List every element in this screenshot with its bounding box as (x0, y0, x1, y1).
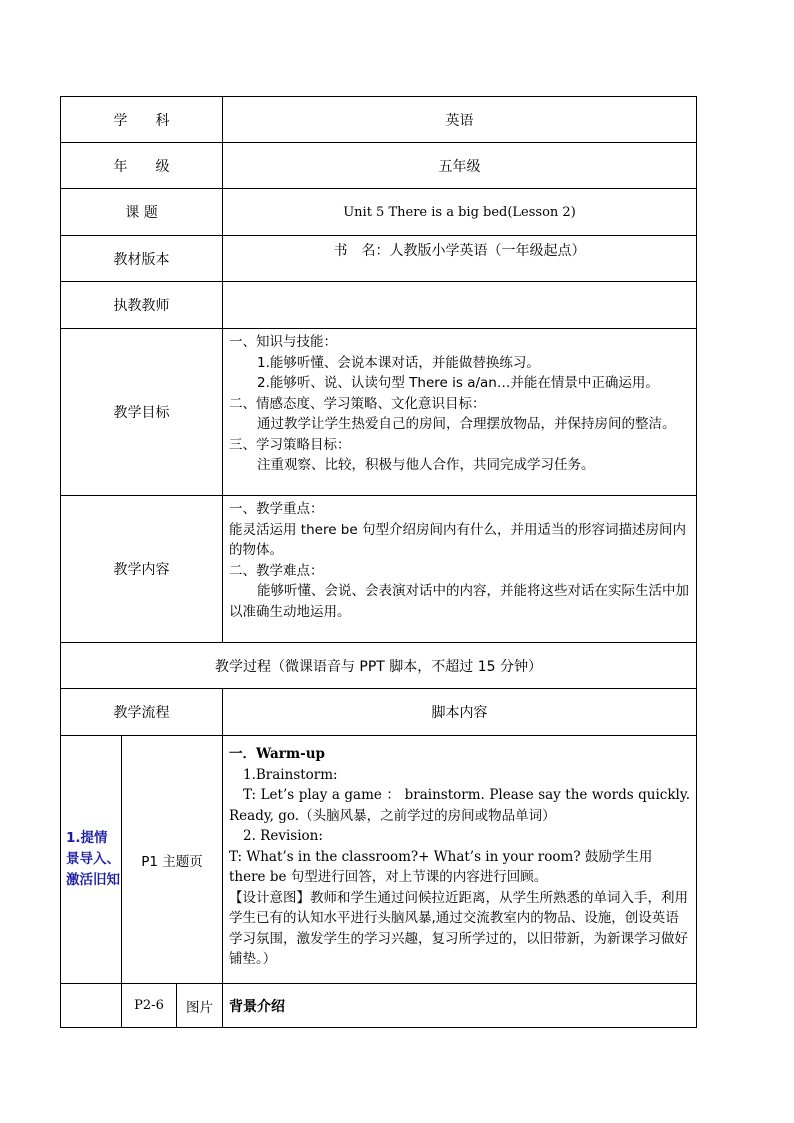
flow-column-header: 教学流程 (61, 689, 223, 736)
stage1-script (223, 736, 697, 984)
topic-value: Unit 5 There is a big bed(Lesson 2) (223, 189, 697, 236)
topic-row (61, 189, 697, 236)
script-column-header: 脚本内容 (223, 689, 697, 736)
objectives-line-3: 2.能够听、说、认读句型 There is a/an…并能在情景中正确运用。 (257, 375, 659, 391)
teacher-row (61, 282, 697, 329)
objectives-line-1: 一、知识与技能： (229, 334, 337, 350)
content-line-2: 能灵活运用 there be 句型介绍房间内有什么，并用适当的形容词描述房间内的物体。 (229, 521, 686, 558)
warmup-heading: 一．Warm-up (229, 746, 325, 762)
stage2-heading: 背景介绍 (223, 984, 697, 1028)
teacher-label: 执教教师 (61, 282, 223, 329)
objectives-row (61, 329, 697, 496)
revision-step: 2. Revision: (243, 828, 323, 844)
design-intent: 【设计意图】教师和学生通过问候拉近距离，从学生所熟悉的单词入手，利用学生已有的认知水平进行头脑风暴,通过交流教室内的物品、设施，创设英语学习氛围，激发学生的学习兴趣，复习所学过的，以旧带新，为新课学习做好铺垫。） (229, 889, 688, 967)
teacher-value (223, 282, 697, 329)
content-row (61, 496, 697, 643)
objectives-line-5: 通过教学让学生热爱自己的房间，合理摆放物品，并保持房间的整洁。三、学习策略目标： (229, 416, 676, 453)
process-title-row (61, 643, 697, 689)
content-line-4: 能够听懂、会说、会表演对话中的内容，并能将这些对话在实际生活中加以准确生动地运用。 (229, 583, 689, 620)
content-label: 教学内容 (61, 496, 223, 643)
topic-label: 课 题 (61, 189, 223, 236)
content-text (223, 496, 697, 643)
brainstorm-text: T: Let’s play a game ： brainstorm. Please say the words quickly. Ready, go.（头脑风暴，之前学过的房间或物品单词） (229, 787, 690, 824)
grade-row (61, 143, 697, 189)
textbook-value: 书 名：人教版小学英语（一年级起点） (223, 236, 697, 282)
stage2-slide: P2-6 (122, 984, 177, 1028)
stage1-row (61, 736, 697, 984)
grade-label: 年 级 (61, 143, 223, 189)
grade-value: 五年级 (223, 143, 697, 189)
revision-text: T: What’s in the classroom?+ What’s in your room? 鼓励学生用 there be 句型进行回答，对上节课的内容进行回顾。 (229, 848, 653, 885)
stage2-name (61, 984, 122, 1028)
brainstorm-step: 1.Brainstorm: (243, 766, 338, 783)
stage1-slide: P1 主题页 (122, 736, 223, 984)
content-line-3: 二、教学难点： (229, 562, 324, 579)
objectives-line-6: 注重观察、比较，积极与他人合作，共同完成学习任务。 (257, 457, 595, 473)
subject-value: 英语 (223, 97, 697, 143)
objectives-line-4: 二、情感态度、学习策略、文化意识目标： (229, 395, 486, 412)
subject-label: 学 科 (61, 97, 223, 143)
content-line-1: 一、教学重点： (229, 501, 324, 517)
objectives-text (223, 329, 697, 496)
objectives-line-2: 1.能够听懂、会说本课对话，并能做替换练习。 (257, 354, 540, 371)
textbook-label: 教材版本 (61, 236, 223, 282)
subject-row (61, 97, 697, 143)
textbook-row (61, 236, 697, 282)
objectives-label: 教学目标 (61, 329, 223, 496)
process-title: 教学过程（微课语音与 PPT 脚本，不超过 15 分钟） (61, 643, 697, 689)
process-header-row (61, 689, 697, 736)
lesson-plan-page (60, 96, 696, 1028)
stage2-type: 图片 (177, 984, 223, 1028)
stage2-row (61, 984, 697, 1028)
lesson-plan-table (60, 96, 697, 1028)
stage1-name: 1.提情景导入、激活旧知 (61, 736, 122, 984)
